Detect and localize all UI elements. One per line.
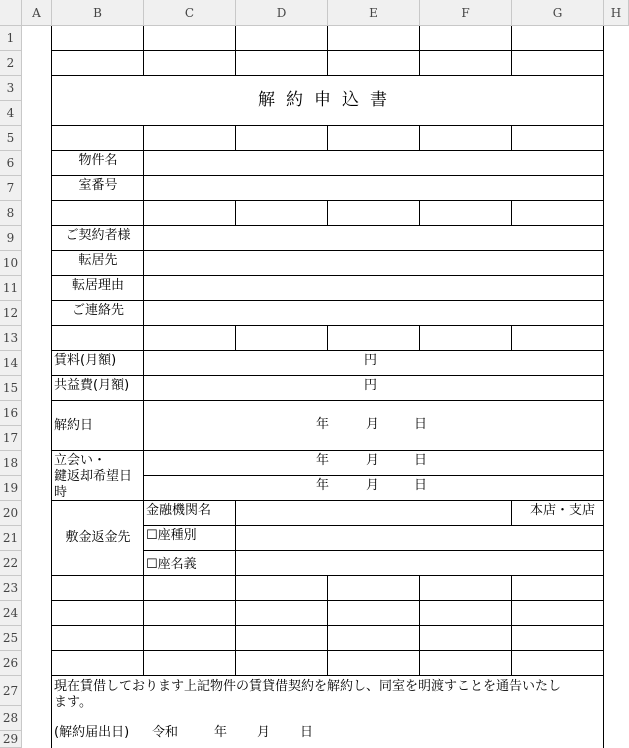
bank-name-label: 金融機関名 [146,503,212,518]
contact-label: ご連絡先 [71,303,124,318]
grid-line [143,26,144,76]
column-header-h[interactable]: H [604,0,629,26]
grid-line [419,26,420,76]
column-header-b[interactable]: B [52,0,144,26]
grid-line [51,375,604,376]
notice-text-1: 現在賃借しております上記物件の賃貸借契約を解約し、同室を明渡すことを通告いたし [54,679,562,694]
handover-year-1: 年 [316,453,330,468]
grid-line [51,175,604,176]
grid-line [327,325,328,351]
row-header-19[interactable]: 19 [0,476,22,501]
column-header-d[interactable]: D [236,0,328,26]
grid-line [419,325,420,351]
grid-line [419,200,420,226]
row-header-13[interactable]: 13 [0,326,22,351]
row-header-12[interactable]: 12 [0,301,22,326]
account-holder-label: ☐座名義 [146,557,197,572]
contractor-label: ご契約者様 [65,228,131,243]
handover-label-3: 時 [54,485,68,500]
notice-text-2: ます。 [54,695,92,710]
grid-line [235,26,236,76]
grid-line [143,125,144,676]
room-number-label: 室番号 [78,178,118,193]
form-title: 解約申込書 [258,90,398,110]
grid-line [419,125,420,151]
row-header-7[interactable]: 7 [0,176,22,201]
cancel-date-label: 解約日 [54,418,94,433]
grid-line [144,550,604,551]
row-header-15[interactable]: 15 [0,376,22,401]
column-header-c[interactable]: C [144,0,236,26]
row-header-21[interactable]: 21 [0,526,22,551]
grid-line [144,525,604,526]
refund-label: 敷金返金先 [65,530,131,545]
handover-month-2: 月 [366,478,380,493]
handover-label-1: 立会い・ [54,453,107,468]
row-header-23[interactable]: 23 [0,576,22,601]
property-name-label: 物件名 [78,153,118,168]
row-header-22[interactable]: 22 [0,551,22,576]
row-header-26[interactable]: 26 [0,651,22,676]
grid-line [51,450,604,451]
grid-line [51,300,604,301]
common-fee-label: 共益費(月額) [54,378,130,393]
grid-line [511,200,512,226]
filing-month: 月 [257,725,271,740]
common-fee-yen: 円 [364,378,378,393]
row-header-27[interactable]: 27 [0,676,22,706]
new-address-label: 転居先 [78,253,118,268]
handover-day-1: 日 [414,453,428,468]
grid-line [51,500,604,501]
account-type-label: ☐座種別 [146,528,197,543]
row-header-16[interactable]: 16 [0,401,22,426]
grid-line [327,200,328,226]
grid-line [235,325,236,351]
row-header-10[interactable]: 10 [0,251,22,276]
form-right-border [603,26,604,748]
grid-line [511,125,512,151]
grid-line [235,125,236,151]
row-header-9[interactable]: 9 [0,226,22,251]
form-left-border [51,26,52,748]
filing-era: 令和 [152,725,179,740]
row-header-20[interactable]: 20 [0,501,22,526]
handover-month-1: 月 [366,453,380,468]
row-header-6[interactable]: 6 [0,151,22,176]
filing-date-label: (解約届出日) [54,725,130,740]
row-header-11[interactable]: 11 [0,276,22,301]
column-header-e[interactable]: E [328,0,420,26]
handover-year-2: 年 [316,478,330,493]
grid-line [511,575,512,676]
branch-label: 本店・支店 [530,503,596,518]
grid-line [511,325,512,351]
cancel-month: 月 [366,417,380,432]
column-header-a[interactable]: A [22,0,52,26]
grid-line [327,26,328,76]
grid-line [419,575,420,676]
grid-line [144,475,604,476]
grid-line [235,200,236,226]
row-header-29[interactable]: 29 [0,731,22,748]
handover-label-2: 鍵返却希望日 [54,469,133,484]
row-header-8[interactable]: 8 [0,201,22,226]
column-header-g[interactable]: G [512,0,604,26]
row-header-24[interactable]: 24 [0,601,22,626]
cancel-day: 日 [414,417,428,432]
grid-line [511,26,512,76]
grid-line [511,500,512,526]
select-all-corner[interactable] [0,0,22,26]
filing-day: 日 [300,725,314,740]
grid-line [235,500,236,676]
column-header-f[interactable]: F [420,0,512,26]
row-header-3[interactable]: 3 [0,76,22,101]
row-header-14[interactable]: 14 [0,351,22,376]
filing-year: 年 [214,725,228,740]
handover-day-2: 日 [414,478,428,493]
row-header-1[interactable]: 1 [0,26,22,51]
grid-line [51,250,604,251]
row-header-5[interactable]: 5 [0,126,22,151]
row-header-17[interactable]: 17 [0,426,22,451]
row-header-25[interactable]: 25 [0,626,22,651]
rent-yen: 円 [364,353,378,368]
moving-reason-label: 転居理由 [71,278,124,293]
grid-line [51,275,604,276]
grid-line [51,400,604,401]
row-header-28[interactable]: 28 [0,706,22,731]
grid-line [327,575,328,676]
cancel-year: 年 [316,417,330,432]
row-header-2[interactable]: 2 [0,51,22,76]
rent-label: 賃料(月額) [54,353,117,368]
row-header-4[interactable]: 4 [0,101,22,126]
grid-line [327,125,328,151]
row-header-18[interactable]: 18 [0,451,22,476]
